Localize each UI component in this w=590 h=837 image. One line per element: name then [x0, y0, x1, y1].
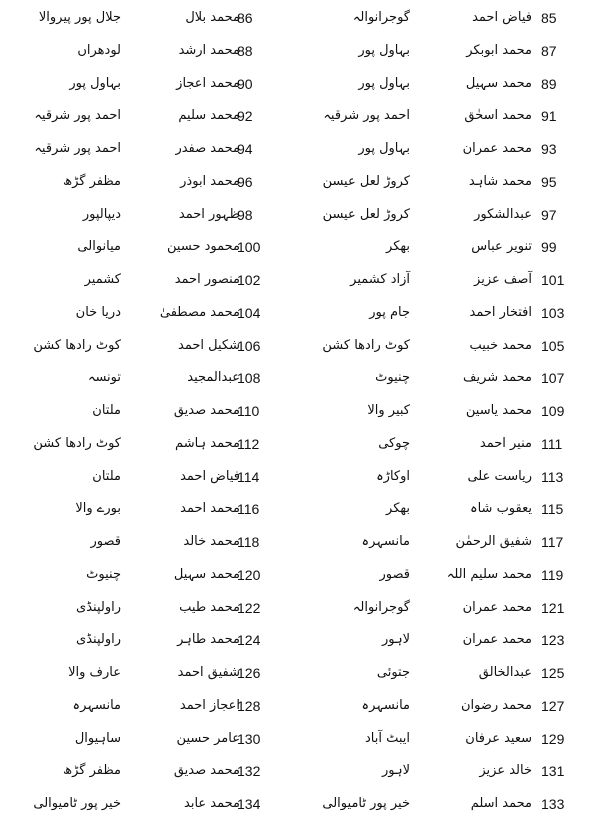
entry-place-right: مانسہرہ — [361, 697, 410, 713]
roster-row — [0, 789, 590, 819]
entry-place-right: بہاول پور — [358, 75, 410, 91]
roster-row — [0, 724, 590, 754]
entry-name-left: اعجاز احمد — [179, 697, 240, 713]
entry-number-right: 87 — [541, 42, 557, 59]
entry-name-left: محمد صدیق — [173, 403, 240, 418]
entry-place-right: لاہور — [381, 763, 410, 779]
roster-row — [0, 396, 590, 426]
roster-row — [0, 756, 590, 786]
entry-name-right: محمد اسحٰق — [464, 108, 532, 124]
entry-place-left: ساہیوال — [74, 730, 121, 746]
entry-place-right: جتوئی — [376, 665, 410, 680]
roster-row — [0, 494, 590, 524]
entry-name-left: محمد ارشد — [178, 42, 240, 58]
entry-place-right: بھکر — [386, 239, 410, 255]
entry-number-right: 89 — [541, 75, 557, 92]
entry-place-right: ایبٹ آباد — [364, 730, 410, 746]
roster-row — [0, 658, 590, 688]
entry-name-left: فیاض احمد — [180, 468, 240, 484]
entry-place-left: احمد پور شرقیہ — [34, 141, 121, 156]
entry-name-right: محمد ابوبکر — [466, 42, 532, 58]
entry-place-left: کشمیر — [84, 272, 121, 287]
entry-number-left: 94 — [237, 141, 253, 157]
entry-place-left: تونسہ — [87, 370, 121, 386]
entry-number-right: 91 — [541, 108, 557, 125]
entry-place-left: قصور — [90, 534, 121, 549]
entry-name-right: محمد شریف — [463, 370, 532, 386]
entry-place-right: بھکر — [386, 501, 410, 517]
entry-name-right: فیاض احمد — [472, 10, 532, 25]
entry-place-left: احمد پور شرقیہ — [34, 108, 121, 124]
entry-number-right: 109 — [541, 403, 565, 419]
entry-place-right: مانسہرہ — [361, 534, 410, 549]
roster-row — [0, 625, 590, 655]
entry-name-right: خالد عزیز — [479, 763, 532, 779]
entry-number-right: 111 — [541, 435, 563, 452]
entry-place-right: اوکاڑہ — [376, 468, 410, 484]
entry-place-left: لودھراں — [77, 42, 121, 58]
entry-place-left: کوٹ رادھا کشن — [33, 337, 121, 353]
entry-number-left: 90 — [237, 75, 253, 92]
entry-place-right: کروڑ لعل عیسن — [322, 173, 410, 189]
entry-place-left: کوٹ رادھا کشن — [33, 435, 121, 451]
entry-name-left: محمد اعجاز — [176, 75, 240, 91]
entry-number-left: 108 — [237, 370, 261, 387]
roster-row — [0, 134, 590, 164]
entry-place-right: کبیر والا — [367, 403, 410, 418]
entry-name-right: محمد سہیل — [465, 75, 532, 91]
entry-number-left: 96 — [237, 173, 253, 190]
entry-place-left: مظفر گڑھ — [63, 173, 121, 189]
entry-place-right: خیر پور ٹامیوالی — [322, 796, 410, 811]
entry-place-left: میانوالی — [77, 239, 121, 255]
entry-place-left: چنیوٹ — [86, 566, 121, 582]
entry-number-left: 86 — [237, 10, 253, 26]
entry-name-left: محمد سلیم — [178, 108, 240, 124]
entry-name-left: محمد صفدر — [175, 141, 240, 156]
entry-name-right: تنویر عباس — [471, 239, 532, 255]
entry-name-left: محمد طیب — [179, 599, 240, 615]
entry-number-left: 110 — [237, 403, 260, 419]
entry-number-right: 129 — [541, 730, 565, 747]
entry-place-right: گوجرانوالہ — [352, 599, 410, 615]
entry-name-right: شفیق الرحمٰن — [455, 534, 532, 549]
entry-place-right: جام پور — [369, 304, 410, 320]
roster-row — [0, 36, 590, 66]
roster-row — [0, 363, 590, 393]
entry-name-right: یعقوب شاہ — [469, 501, 532, 517]
entry-number-left: 116 — [237, 501, 260, 518]
entry-name-left: محمد احمد — [180, 501, 240, 517]
entry-place-left: بورے والا — [75, 501, 121, 517]
entry-name-right: محمد خبیب — [469, 337, 532, 353]
entry-place-right: آزاد کشمیر — [350, 272, 410, 287]
entry-number-right: 123 — [541, 632, 565, 649]
entry-name-left: محمد خالد — [183, 534, 240, 549]
entry-name-left: محمد ہاشم — [175, 435, 240, 451]
entry-name-right: محمد عمران — [462, 141, 532, 156]
entry-number-right: 103 — [541, 304, 565, 321]
roster-row — [0, 298, 590, 328]
entry-place-left: عارف والا — [68, 665, 121, 680]
roster-row — [0, 560, 590, 590]
entry-number-right: 97 — [541, 206, 557, 223]
entry-name-left: محمد صدیق — [173, 763, 240, 779]
entry-place-right: چنیوٹ — [375, 370, 410, 386]
entry-name-left: محمد سہیل — [173, 566, 240, 582]
entry-name-left: محمد بلال — [185, 10, 240, 25]
entry-name-right: محمد یاسین — [465, 403, 532, 418]
entry-number-right: 93 — [541, 141, 557, 157]
entry-name-right: محمد عمران — [462, 632, 532, 648]
entry-number-left: 100 — [237, 239, 261, 256]
entry-number-right: 113 — [541, 468, 564, 485]
entry-number-right: 133 — [541, 796, 565, 812]
entry-number-left: 122 — [237, 599, 261, 616]
entry-number-left: 102 — [237, 272, 261, 288]
entry-name-left: محمد عابد — [184, 796, 240, 811]
entry-number-left: 132 — [237, 763, 261, 780]
roster-row — [0, 265, 590, 295]
entry-number-right: 115 — [541, 501, 564, 518]
entry-place-right: بہاول پور — [358, 42, 410, 58]
entry-place-left: بہاول پور — [69, 75, 121, 91]
entry-number-left: 106 — [237, 337, 261, 354]
entry-number-right: 99 — [541, 239, 557, 256]
entry-number-left: 112 — [237, 435, 260, 452]
entry-number-left: 124 — [237, 632, 261, 649]
roster-row — [0, 593, 590, 623]
entry-number-left: 88 — [237, 42, 253, 59]
entry-number-left: 130 — [237, 730, 261, 747]
entry-number-left: 114 — [237, 468, 260, 485]
entry-place-left: دریا خان — [75, 304, 121, 320]
entry-name-left: شفیق احمد — [177, 665, 240, 680]
roster-row — [0, 167, 590, 197]
entry-name-left: محمد مصطفیٰ — [159, 304, 240, 320]
entry-place-left: راولپنڈی — [76, 599, 121, 615]
entry-number-right: 121 — [541, 599, 565, 616]
entry-number-left: 126 — [237, 665, 261, 681]
entry-number-left: 104 — [237, 304, 261, 321]
entry-name-left: شکیل احمد — [178, 337, 240, 353]
entry-place-right: کوٹ رادھا کشن — [322, 337, 410, 353]
entry-number-left: 92 — [237, 108, 253, 125]
entry-number-right: 125 — [541, 665, 565, 681]
entry-name-right: محمد عمران — [462, 599, 532, 615]
entry-name-right: محمد شاہد — [468, 173, 532, 189]
entry-number-right: 119 — [541, 566, 564, 583]
entry-number-right: 85 — [541, 10, 557, 26]
entry-name-right: منیر احمد — [479, 435, 532, 451]
roster-row — [0, 527, 590, 557]
entry-place-left: خیر پور ٹامیوالی — [33, 796, 121, 811]
entry-number-left: 118 — [237, 534, 260, 550]
roster-row — [0, 429, 590, 459]
roster-row — [0, 69, 590, 99]
entry-place-left: مانسہرہ — [72, 697, 121, 713]
entry-number-right: 101 — [541, 272, 565, 288]
entry-place-right: قصور — [379, 566, 410, 582]
entry-number-right: 131 — [541, 763, 565, 780]
entry-number-right: 95 — [541, 173, 557, 190]
entry-number-right: 105 — [541, 337, 565, 354]
entry-name-left: محمد طاہر — [177, 632, 240, 648]
roster-row — [0, 462, 590, 492]
entry-place-left: ملتان — [92, 403, 121, 418]
roster-row — [0, 691, 590, 721]
entry-place-left: دیپالپور — [82, 206, 121, 222]
entry-name-left: عامر حسین — [176, 730, 240, 746]
entry-name-right: محمد سلیم اللہ — [446, 566, 532, 582]
entry-place-left: راولپنڈی — [76, 632, 121, 648]
entry-name-left: محمد ابوذر — [180, 173, 240, 189]
entry-name-right: محمد رضوان — [460, 697, 532, 713]
entry-place-right: کروڑ لعل عیسن — [322, 206, 410, 222]
entry-name-left: محمود حسین — [167, 239, 240, 255]
entry-name-right: عبدالخالق — [478, 665, 532, 680]
entry-name-left: عبدالمجید — [187, 370, 240, 386]
entry-name-left: منصور احمد — [174, 272, 240, 287]
entry-place-right: گوجرانوالہ — [352, 10, 410, 25]
entry-place-right: احمد پور شرقیہ — [323, 108, 410, 124]
entry-name-right: سعید عرفان — [465, 730, 532, 746]
entry-number-right: 117 — [541, 534, 564, 550]
roster-row — [0, 331, 590, 361]
entry-place-right: چوکی — [378, 435, 410, 451]
entry-place-right: بہاول پور — [358, 141, 410, 156]
entry-place-left: ملتان — [92, 468, 121, 484]
roster-row — [0, 3, 590, 33]
entry-number-left: 98 — [237, 206, 253, 223]
entry-name-left: ظہور احمد — [178, 206, 240, 222]
entry-place-left: مظفر گڑھ — [63, 763, 121, 779]
entry-number-left: 128 — [237, 697, 261, 714]
entry-name-right: آصف عزیز — [474, 272, 532, 287]
entry-place-right: لاہور — [381, 632, 410, 648]
entry-name-right: ریاست علی — [467, 468, 532, 484]
entry-number-right: 127 — [541, 697, 565, 714]
entry-number-left: 134 — [237, 796, 261, 812]
entry-number-right: 107 — [541, 370, 565, 387]
entry-name-right: عبدالشکور — [474, 206, 532, 222]
roster-row — [0, 101, 590, 131]
entry-name-right: محمد اسلم — [470, 796, 532, 811]
entry-place-left: جلال پور پیروالا — [38, 10, 121, 25]
entry-name-right: افتخار احمد — [469, 304, 532, 320]
entry-number-left: 120 — [237, 566, 261, 583]
roster-row — [0, 200, 590, 230]
roster-row — [0, 232, 590, 262]
